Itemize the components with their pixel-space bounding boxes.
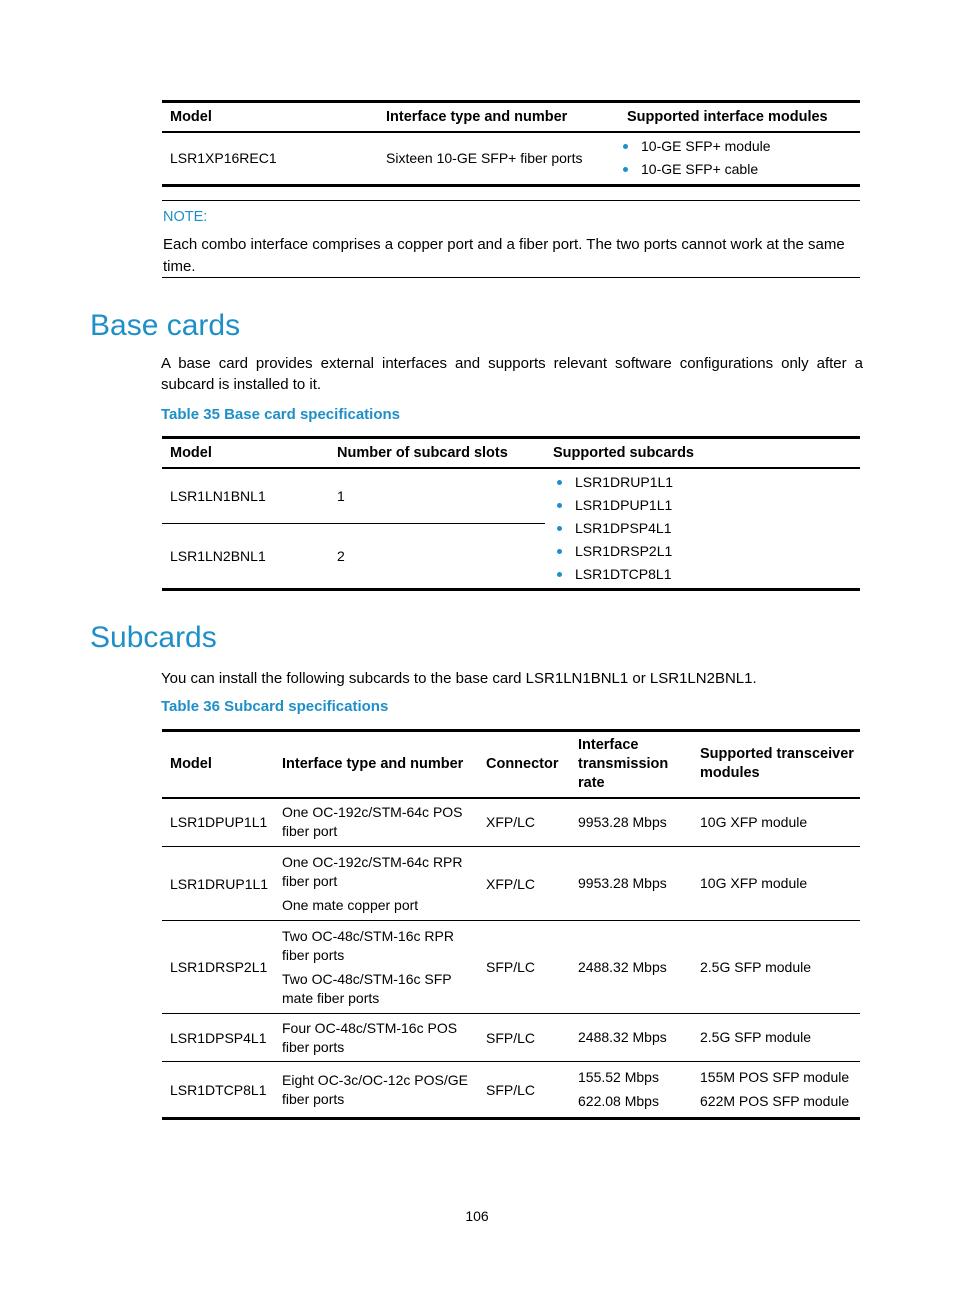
cell-modules: 10G XFP module bbox=[700, 813, 808, 830]
col-header-slots: Number of subcard slots bbox=[337, 444, 508, 461]
base-cards-paragraph: A base card provides external interfaces and supports relevant software configurations only after a subcard is installed to it. bbox=[161, 355, 863, 393]
list-item: 10-GE SFP+ cable bbox=[619, 158, 860, 181]
module-list bbox=[619, 135, 860, 181]
col-header-interface: Interface type and number bbox=[386, 108, 568, 125]
cell-modules: 2.5G SFP module bbox=[700, 1029, 812, 1045]
cell-interface: One OC-192c/STM-64c POS fiber port bbox=[282, 804, 463, 840]
cell-model: LSR1LN2BNL1 bbox=[170, 548, 266, 564]
cell-interface: Four OC-48c/STM-16c POS fiber ports bbox=[282, 1019, 458, 1055]
list-item: LSR1DRUP1L1 bbox=[553, 471, 860, 494]
note-text: Each combo interface comprises a copper port and a fiber port. The two ports cannot work at the same time. bbox=[163, 236, 845, 275]
cell-interface: Two OC-48c/STM-16c SFP mate fiber ports bbox=[282, 970, 452, 1006]
subcards-paragraph: You can install the following subcards to the base card LSR1LN1BNL1 or LSR1LN2BNL1. bbox=[161, 670, 757, 687]
table-caption-36: Table 36 Subcard specifications bbox=[161, 698, 389, 715]
cell-modules: 155M POS SFP module bbox=[700, 1069, 850, 1085]
cell-model: LSR1DRSP2L1 bbox=[170, 959, 268, 975]
note-box bbox=[162, 200, 860, 278]
cell-model: LSR1DPSP4L1 bbox=[170, 1029, 267, 1046]
cell-model: LSR1DPUP1L1 bbox=[170, 814, 268, 831]
cell-rate: 622.08 Mbps bbox=[578, 1093, 659, 1109]
section-heading-base-cards: Base cards bbox=[90, 309, 241, 342]
cell-rate: 2488.32 Mbps bbox=[578, 958, 667, 975]
col-header-modules: Supported transceiver modules bbox=[700, 746, 854, 782]
page-number: 106 bbox=[465, 1208, 489, 1224]
interface-module-table bbox=[162, 100, 860, 187]
cell-connector: SFP/LC bbox=[486, 959, 536, 975]
subcard-list bbox=[553, 471, 860, 586]
table-row bbox=[162, 132, 860, 186]
cell-rate: 2488.32 Mbps bbox=[578, 1029, 667, 1045]
table-caption-35: Table 35 Base card specifications bbox=[161, 406, 400, 423]
list-item: LSR1DPSP4L1 bbox=[553, 517, 860, 540]
table-row bbox=[162, 1014, 860, 1062]
list-item: LSR1DRSP2L1 bbox=[553, 540, 860, 563]
cell-model: LSR1DTCP8L1 bbox=[170, 1081, 267, 1098]
cell-model: LSR1DRUP1L1 bbox=[170, 875, 269, 892]
cell-rate: 9953.28 Mbps bbox=[578, 813, 667, 830]
table-row bbox=[162, 921, 860, 1014]
table-row bbox=[162, 1062, 860, 1119]
note-label: NOTE: bbox=[163, 209, 208, 225]
cell-modules: 10G XFP module bbox=[700, 875, 808, 891]
col-header-model: Model bbox=[170, 108, 212, 125]
section-heading-subcards: Subcards bbox=[90, 621, 217, 654]
list-item: LSR1DTCP8L1 bbox=[553, 563, 860, 586]
col-header-subcards: Supported subcards bbox=[553, 444, 694, 461]
base-card-table bbox=[162, 436, 860, 591]
col-header-connector: Connector bbox=[486, 756, 559, 773]
table-row bbox=[162, 798, 860, 847]
cell-interface: One OC-192c/STM-64c RPR fiber port bbox=[282, 853, 463, 889]
cell-modules: 622M POS SFP module bbox=[700, 1093, 850, 1109]
cell-slots: 2 bbox=[337, 548, 345, 564]
cell-modules: 2.5G SFP module bbox=[700, 958, 812, 975]
cell-connector: SFP/LC bbox=[486, 1081, 536, 1098]
cell-model: LSR1LN1BNL1 bbox=[170, 487, 266, 504]
col-header-rate: Interface transmission rate bbox=[578, 736, 669, 791]
cell-interface: Sixteen 10-GE SFP+ fiber ports bbox=[386, 150, 583, 167]
list-item: LSR1DPUP1L1 bbox=[553, 494, 860, 517]
cell-model: LSR1XP16REC1 bbox=[170, 150, 277, 167]
cell-interface: Two OC-48c/STM-16c RPR fiber ports bbox=[282, 927, 454, 963]
col-header-model: Model bbox=[170, 444, 212, 461]
cell-connector: SFP/LC bbox=[486, 1029, 536, 1046]
col-header-interface: Interface type and number bbox=[282, 756, 464, 773]
cell-interface: One mate copper port bbox=[282, 896, 419, 913]
cell-connector: XFP/LC bbox=[486, 875, 536, 892]
col-header-model: Model bbox=[170, 756, 212, 773]
cell-interface: Eight OC-3c/OC-12c POS/GE fiber ports bbox=[282, 1071, 468, 1107]
table-row bbox=[162, 847, 860, 921]
subcard-table bbox=[162, 729, 860, 1120]
list-item: 10-GE SFP+ module bbox=[619, 135, 860, 158]
cell-slots: 1 bbox=[337, 487, 345, 504]
cell-rate: 9953.28 Mbps bbox=[578, 875, 667, 891]
cell-rate: 155.52 Mbps bbox=[578, 1069, 659, 1085]
cell-connector: XFP/LC bbox=[486, 814, 536, 831]
col-header-modules: Supported interface modules bbox=[627, 108, 828, 125]
table-row bbox=[162, 468, 860, 524]
